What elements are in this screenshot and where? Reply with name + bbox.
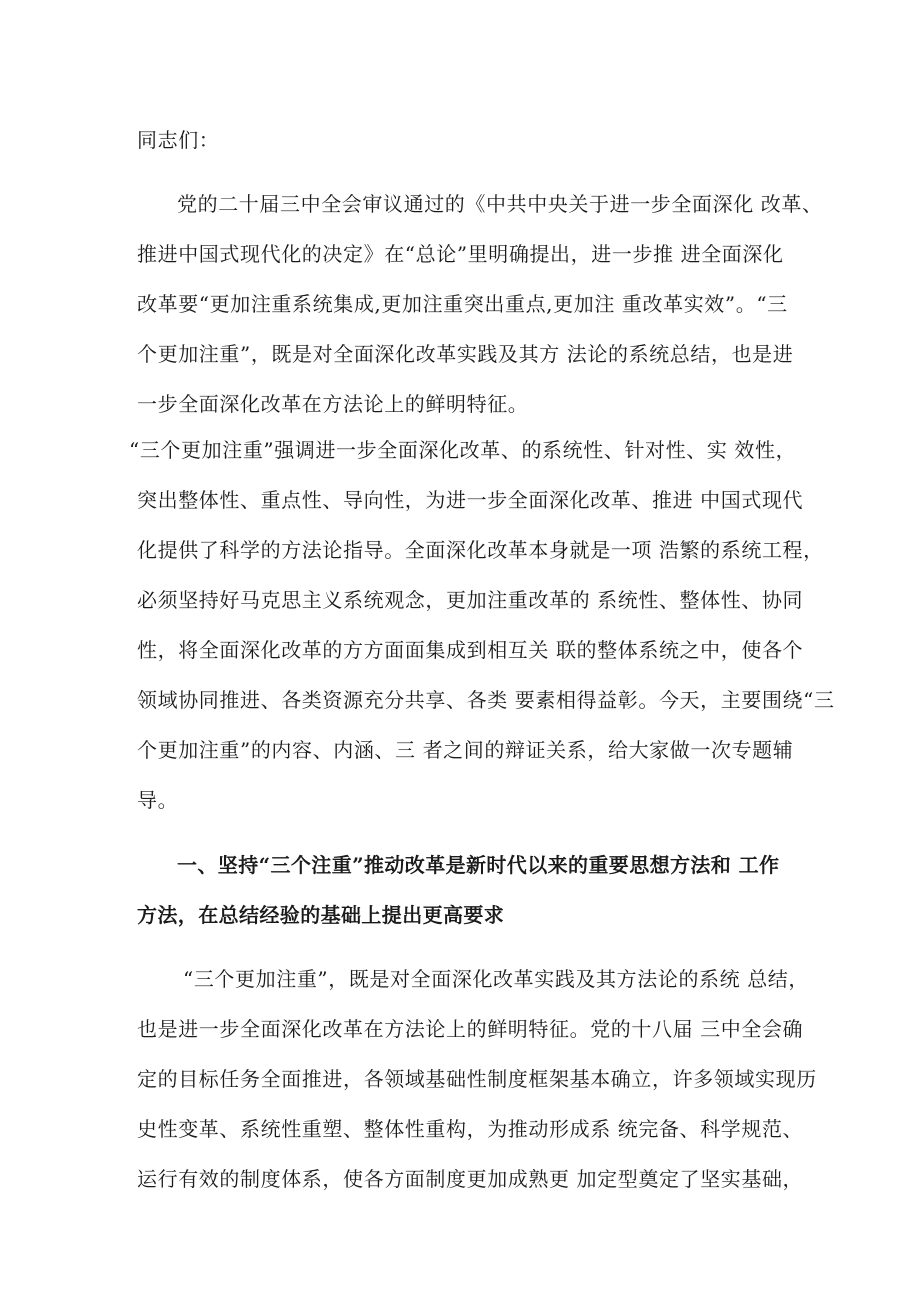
intro-paragraph-line: 一步全面深化改革在方法论上的鲜明特征。 — [137, 392, 529, 416]
section-paragraph-line: 运行有效的制度体系，使各方面制度更加成熟更 加定型奠定了坚实基础， — [137, 1167, 804, 1191]
body-paragraph-line: 化提供了科学的方法论指导。全面深化改革本身就是一项 浩繁的系统工程， — [137, 538, 824, 562]
salutation: 同志们： — [137, 128, 220, 152]
body-paragraph-line: 导。 — [137, 788, 179, 812]
intro-paragraph-line: 个更加注重”，既是对全面深化改革实践及其方 法论的系统总结，也是进 — [137, 342, 794, 366]
body-paragraph-line: 领域协同推进、各类资源充分共享、各类 要素相得益彰。今天，主要围绕“三 — [137, 688, 835, 712]
section-paragraph-line: “三个更加注重”，既是对全面深化改革实践及其方法论的系统 总结， — [183, 967, 810, 991]
body-paragraph-line: 突出整体性、重点性、导向性，为进一步全面深化改革、推进 中国式现代 — [137, 488, 804, 512]
body-paragraph-line: 必须坚持好马克思主义系统观念，更加注重改革的 系统性、整体性、协同 — [137, 588, 804, 612]
body-paragraph-line: “三个更加注重”强调进一步全面深化改革、的系统性、针对性、实 效性， — [129, 438, 797, 462]
section-heading-line: 一、坚持“三个注重”推动改革是新时代以来的重要思想方法和 工作 — [177, 853, 780, 877]
body-paragraph-line: 个更加注重”的内容、内涵、三 者之间的辩证关系，给大家做一次专题辅 — [137, 738, 794, 762]
section-paragraph-line: 也是进一步全面深化改革在方法论上的鲜明特征。党的十八届 三中全会确 — [137, 1017, 804, 1041]
intro-paragraph-line: 改革要“更加注重系统集成,更加注重突出重点,更加注 重改革实效”。“三 — [137, 292, 788, 316]
section-paragraph-line: 史性变革、系统性重塑、整体性重构，为推动形成系 统完备、科学规范、 — [137, 1117, 804, 1141]
section-heading-line: 方法，在总结经验的基础上提出更高要求 — [137, 903, 505, 927]
body-paragraph-line: 性，将全面深化改革的方方面面集成到相互关 联的整体系统之中，使各个 — [137, 638, 804, 662]
intro-paragraph-line: 党的二十届三中全会审议通过的《中共中央关于进一步全面深化 改革、 — [177, 192, 823, 216]
section-paragraph-line: 定的目标任务全面推进，各领域基础性制度框架基本确立，许多领域实现历 — [137, 1067, 817, 1091]
intro-paragraph-line: 推进中国式现代化的决定》在“总论”里明确提出，进一步推 进全面深化 — [137, 242, 784, 266]
